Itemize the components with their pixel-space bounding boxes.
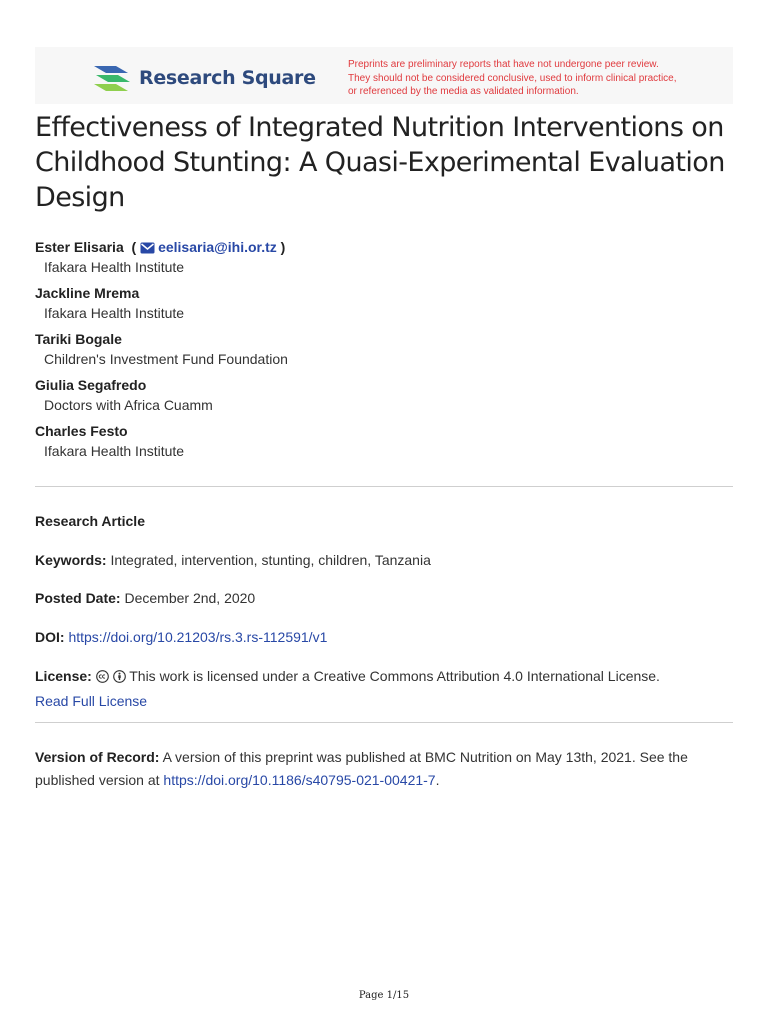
author-affiliation: Children's Investment Fund Foundation (44, 351, 288, 367)
author-entry (35, 375, 735, 415)
author-list (35, 237, 735, 467)
published-version-link[interactable]: https://doi.org/10.1186/s40795-021-00421-7 (163, 772, 436, 788)
doi-link[interactable]: https://doi.org/10.21203/rs.3.rs-112591/v1 (68, 629, 328, 645)
license-icons[interactable] (96, 667, 126, 690)
posted-date-row (35, 587, 735, 610)
preprint-disclaimer (348, 58, 728, 99)
brand-name: Research Square (139, 67, 316, 89)
doi-label: DOI: (35, 629, 65, 645)
divider (35, 722, 733, 723)
version-of-record-text: A version of this preprint was published at BMC Nutrition on May 13th, 2021. See the published version at (35, 749, 688, 788)
disclaimer-line-2: They should not be considered conclusive, used to inform clinical practice, (348, 72, 677, 84)
author-name: Giulia Segafredo (35, 377, 147, 393)
author-email-link[interactable] (140, 239, 281, 255)
posted-date-label: Posted Date: (35, 590, 121, 606)
keywords-row (35, 549, 735, 572)
license-text: This work is licensed under a Creative Commons Attribution 4.0 International License. (129, 668, 660, 684)
author-name: Jackline Mrema (35, 285, 140, 301)
posted-date-value: December 2nd, 2020 (124, 590, 256, 606)
attribution-icon (113, 670, 126, 683)
author-entry (35, 283, 735, 323)
disclaimer-line-3: or referenced by the media as validated information. (348, 86, 579, 97)
version-of-record-end: . (435, 772, 440, 788)
email-open-paren: ( (127, 239, 137, 255)
research-square-logo-icon (93, 63, 131, 93)
version-of-record (35, 746, 735, 792)
author-affiliation: Ifakara Health Institute (44, 259, 185, 275)
author-email: eelisaria@ihi.or.tz (158, 239, 277, 255)
version-of-record-label: Version of Record: (35, 749, 160, 765)
author-affiliation: Doctors with Africa Cuamm (44, 397, 213, 413)
read-full-license-link[interactable]: Read Full License (35, 693, 148, 709)
author-entry (35, 421, 735, 461)
author-affiliation: Ifakara Health Institute (44, 305, 185, 321)
disclaimer-line-1: Preprints are preliminary reports that have not undergone peer review. (348, 59, 659, 70)
envelope-icon (140, 242, 155, 254)
author-entry (35, 329, 735, 369)
article-type (35, 510, 735, 533)
cc-icon (96, 670, 109, 683)
license-row (35, 665, 735, 713)
keywords-value: Integrated, intervention, stunting, children, Tanzania (110, 552, 431, 568)
keywords-label: Keywords: (35, 552, 107, 568)
author-name: Tariki Bogale (35, 331, 122, 347)
author-affiliation: Ifakara Health Institute (44, 443, 185, 459)
divider (35, 486, 733, 487)
license-label: License: (35, 668, 92, 684)
email-close-paren: ) (280, 239, 286, 255)
doi-row (35, 626, 735, 649)
paper-title: Effectiveness of Integrated Nutrition Interventions on Childhood Stunting: A Quasi-Experimental Evaluation Design (35, 112, 725, 213)
article-type-label: Research Article (35, 513, 145, 529)
author-entry (35, 237, 735, 277)
author-name: Charles Festo (35, 423, 128, 439)
author-name: Ester Elisaria (35, 239, 124, 255)
research-square-logo[interactable] (93, 63, 316, 93)
page-number: Page 1/15 (358, 990, 410, 1001)
